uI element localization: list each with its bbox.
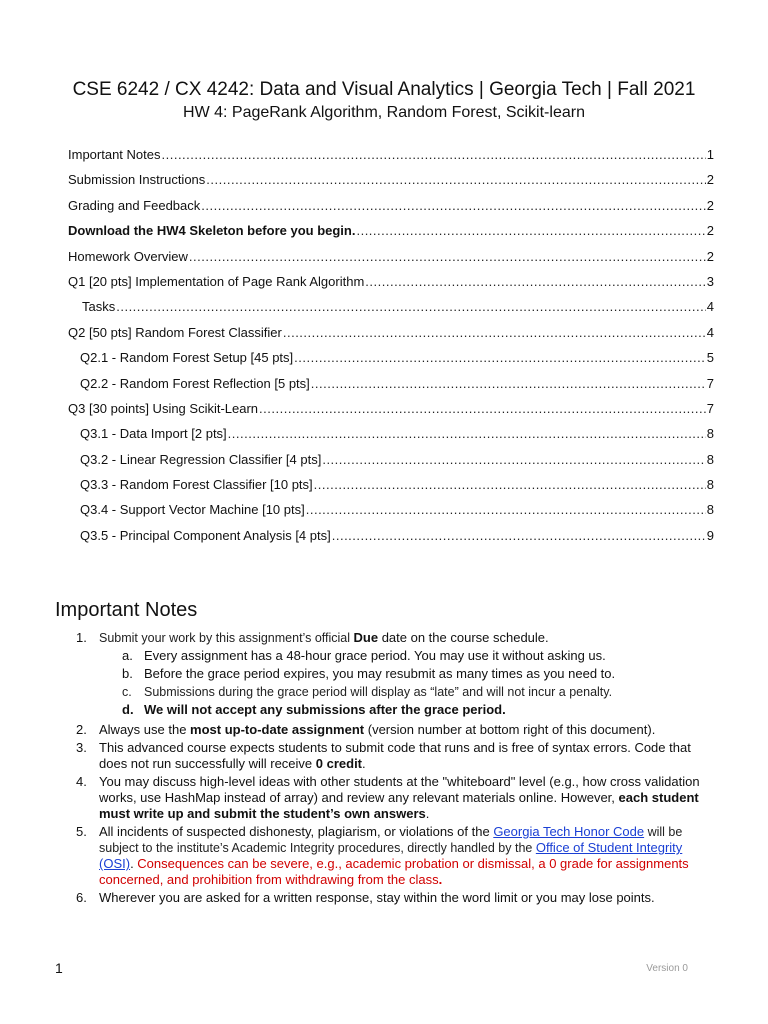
honor-code-link[interactable]: Georgia Tech Honor Code bbox=[493, 824, 645, 839]
note-bold-text: most up-to-date assignment bbox=[190, 722, 365, 737]
note-bold-text: Due bbox=[353, 630, 379, 645]
note-item-6 bbox=[76, 890, 718, 906]
note-bold-text: 0 credit bbox=[315, 756, 363, 771]
page-number: 1 bbox=[55, 960, 63, 976]
toc-entry-label: Q3.3 - Random Forest Classifier [10 pts] bbox=[80, 477, 313, 493]
note-number: 2. bbox=[76, 722, 87, 737]
toc-entry-page: 7 bbox=[706, 375, 714, 391]
toc-entry-label: Q2 [50 pts] Random Forest Classifier bbox=[68, 324, 282, 340]
toc-entry-label: Q3.4 - Support Vector Machine [10 pts] bbox=[80, 502, 305, 518]
toc-leader-dots bbox=[228, 425, 706, 443]
subitem-text: We will not accept any submissions after the grace period. bbox=[144, 702, 506, 717]
subitem-text: Before the grace period expires, you may resubmit as many times as you need to. bbox=[144, 666, 616, 681]
toc-entry-label: Q2.2 - Random Forest Reflection [5 pts] bbox=[80, 375, 310, 391]
note-text: Wherever you are asked for a written response, stay within the word limit or you may lose points. bbox=[99, 890, 655, 905]
note-number: 4. bbox=[76, 774, 87, 789]
subitem-text: Every assignment has a 48-hour grace period. You may use it without asking us. bbox=[144, 648, 606, 663]
note-item-3 bbox=[76, 740, 718, 772]
toc-leader-dots bbox=[201, 197, 706, 215]
note-bold-text: each student must write up and submit the student’s own answers bbox=[99, 790, 699, 821]
toc-entry[interactable] bbox=[68, 222, 714, 247]
toc-entry-page: 2 bbox=[706, 172, 714, 188]
note-text: . bbox=[130, 856, 138, 871]
note-warning-text: Consequences can be severe, e.g., academic probation or dismissal, a 0 grade for assignments concerned, and prohibition from withdrawing from the class bbox=[99, 856, 689, 887]
toc-entry[interactable] bbox=[68, 425, 714, 450]
toc-entry[interactable] bbox=[68, 375, 714, 400]
note-text: This advanced course expects students to submit code that runs and is free of syntax errors. Code that does not run successfully will receive bbox=[99, 740, 691, 771]
toc-entry[interactable] bbox=[68, 476, 714, 501]
table-of-contents bbox=[68, 146, 714, 552]
toc-entry[interactable] bbox=[68, 146, 714, 171]
toc-leader-dots bbox=[206, 171, 705, 189]
toc-leader-dots bbox=[162, 146, 706, 164]
note-item-4 bbox=[76, 774, 718, 822]
document-title: CSE 6242 / CX 4242: Data and Visual Analytics | Georgia Tech | Fall 2021 bbox=[72, 79, 696, 100]
note-text: . bbox=[425, 806, 430, 821]
toc-entry[interactable] bbox=[68, 298, 714, 323]
note-subitem-a bbox=[122, 648, 718, 664]
toc-entry[interactable] bbox=[68, 197, 714, 222]
toc-entry-label: Q3.1 - Data Import [2 pts] bbox=[80, 426, 227, 442]
toc-entry-page: 3 bbox=[706, 273, 714, 289]
toc-entry[interactable] bbox=[68, 171, 714, 196]
note-text: (version number at bottom right of this document). bbox=[364, 722, 656, 737]
toc-entry-label: Q3.5 - Principal Component Analysis [4 pts] bbox=[80, 527, 331, 543]
note-number: 5. bbox=[76, 824, 87, 839]
toc-leader-dots bbox=[365, 273, 705, 291]
toc-leader-dots bbox=[332, 527, 706, 545]
note-text: All incidents of suspected dishonesty, plagiarism, or violations of the bbox=[99, 824, 494, 839]
toc-entry-page: 2 bbox=[706, 223, 714, 239]
toc-entry-label: Important Notes bbox=[68, 147, 161, 162]
toc-entry-page: 8 bbox=[706, 502, 714, 518]
toc-entry-label: Q2.1 - Random Forest Setup [45 pts] bbox=[80, 350, 294, 366]
subitem-letter: c. bbox=[122, 685, 132, 699]
note-subitem-d bbox=[122, 702, 718, 718]
toc-leader-dots bbox=[306, 501, 706, 519]
toc-entry-label: Submission Instructions bbox=[68, 172, 206, 188]
toc-entry[interactable] bbox=[68, 324, 714, 349]
toc-entry-page: 9 bbox=[706, 527, 714, 543]
note-item-1 bbox=[76, 630, 718, 646]
toc-leader-dots bbox=[116, 298, 706, 316]
toc-entry-page: 2 bbox=[706, 197, 714, 213]
toc-entry[interactable] bbox=[68, 527, 714, 552]
toc-leader-dots bbox=[314, 476, 706, 494]
toc-leader-dots bbox=[189, 248, 706, 266]
toc-entry-page: 8 bbox=[706, 477, 714, 493]
toc-entry-label: Q1 [20 pts] Implementation of Page Rank Algorithm bbox=[68, 273, 365, 289]
toc-entry-page: 4 bbox=[706, 299, 714, 315]
subitem-text: Submissions during the grace period will display as “late” and will not incur a penalty. bbox=[144, 685, 613, 699]
note-text: will be subject to the institute’s Academic Integrity procedures, directly handled by the bbox=[99, 825, 683, 855]
toc-entry[interactable] bbox=[68, 501, 714, 526]
toc-entry-label: Q3.2 - Linear Regression Classifier [4 pts] bbox=[80, 451, 322, 467]
note-text: . bbox=[362, 756, 366, 771]
toc-entry[interactable] bbox=[68, 349, 714, 374]
note-item-5 bbox=[76, 824, 718, 888]
toc-entry-page: 4 bbox=[706, 324, 714, 340]
important-notes-list bbox=[76, 630, 718, 908]
note-number: 3. bbox=[76, 740, 87, 755]
toc-entry[interactable] bbox=[68, 400, 714, 425]
document-subtitle: HW 4: PageRank Algorithm, Random Forest, Scikit-learn bbox=[183, 104, 585, 121]
subitem-letter: b. bbox=[122, 666, 133, 681]
note-text: You may discuss high-level ideas with other students at the "whiteboard" level (e.g., how cross validation works, use HashMap instead of array) and review any relevant materials online. However, bbox=[99, 774, 700, 805]
toc-entry-page: 1 bbox=[706, 147, 714, 162]
note-number: 1. bbox=[76, 630, 87, 645]
subitem-letter: a. bbox=[122, 648, 133, 663]
toc-entry[interactable] bbox=[68, 248, 714, 273]
toc-leader-dots bbox=[356, 222, 705, 240]
note-number: 6. bbox=[76, 890, 87, 905]
toc-leader-dots bbox=[322, 451, 705, 469]
toc-leader-dots bbox=[259, 400, 706, 418]
important-notes-heading: Important Notes bbox=[55, 599, 198, 621]
toc-leader-dots bbox=[283, 324, 706, 342]
toc-leader-dots bbox=[311, 375, 706, 393]
note-subitem-c bbox=[122, 684, 718, 700]
toc-entry[interactable] bbox=[68, 273, 714, 298]
note-text: . bbox=[438, 872, 443, 887]
toc-entry-label: Download the HW4 Skeleton before you begin. bbox=[68, 223, 356, 239]
note-text: Always use the bbox=[99, 722, 191, 737]
toc-entry[interactable] bbox=[68, 451, 714, 476]
note-item-2 bbox=[76, 722, 718, 738]
toc-entry-page: 7 bbox=[706, 400, 714, 416]
toc-entry-page: 8 bbox=[706, 426, 714, 442]
toc-entry-label: Q3 [30 points] Using Scikit-Learn bbox=[68, 400, 259, 416]
toc-entry-label: Homework Overview bbox=[68, 248, 188, 264]
toc-entry-page: 2 bbox=[706, 248, 714, 264]
subitem-letter: d. bbox=[122, 702, 134, 717]
toc-entry-label: Grading and Feedback bbox=[68, 197, 201, 213]
toc-entry-page: 8 bbox=[706, 451, 714, 467]
toc-leader-dots bbox=[294, 349, 706, 367]
toc-entry-page: 5 bbox=[706, 350, 714, 366]
note-text: Submit your work by this assignment’s official bbox=[99, 631, 354, 645]
toc-entry-label: Tasks bbox=[82, 299, 116, 315]
note-text: date on the course schedule. bbox=[378, 630, 549, 645]
note-subitem-b bbox=[122, 666, 718, 682]
osi-link[interactable]: Office of Student Integrity (OSI) bbox=[99, 840, 683, 871]
version-label: Version 0 bbox=[646, 963, 688, 974]
